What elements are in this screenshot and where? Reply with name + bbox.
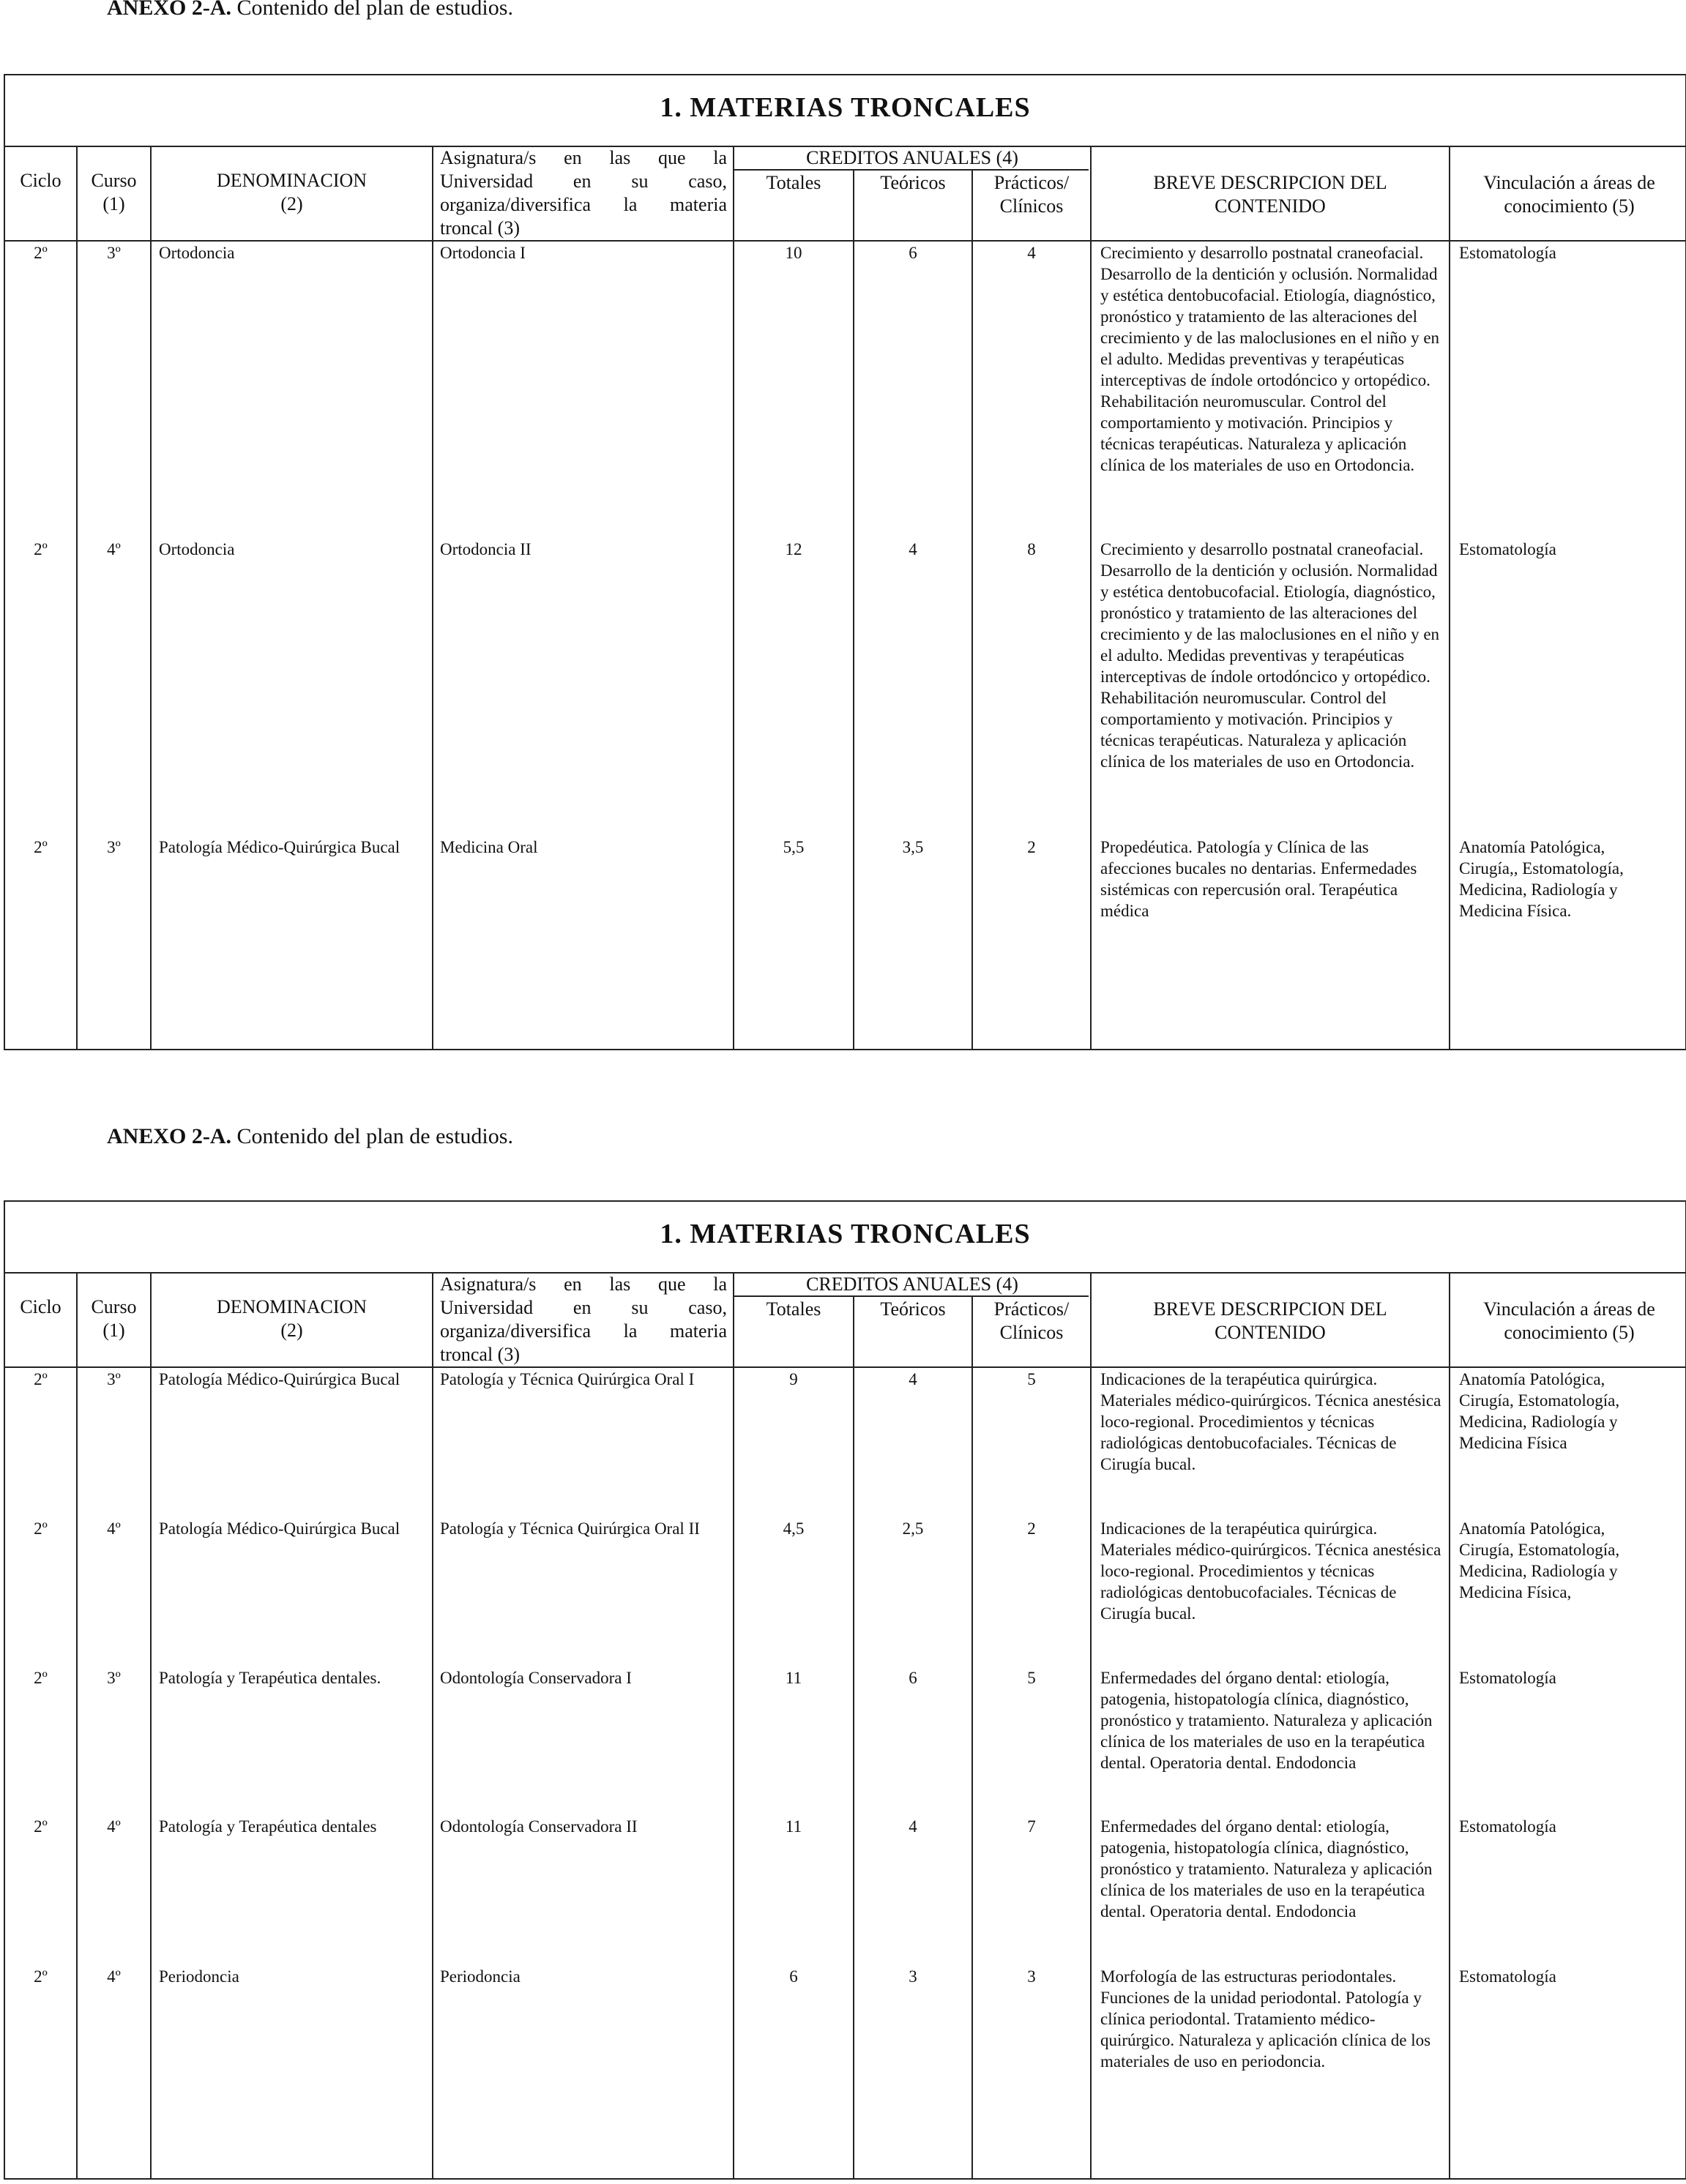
table-row-vinculacion: Estomatología (1459, 1967, 1556, 1986)
header-teoricos: Teóricos (880, 172, 946, 193)
table-row-asignatura: Ortodoncia II (440, 540, 531, 558)
table-row-practicos: 7 (1027, 1817, 1036, 1836)
table-row-denominacion: Ortodoncia (159, 540, 235, 558)
header-vinculacion-l1: Vinculación a áreas de (1483, 1298, 1655, 1320)
table-row-asignatura: Periodoncia (440, 1967, 521, 1986)
header-creditos: CREDITOS ANUALES (4) (806, 1274, 1018, 1295)
header-ciclo: Ciclo (20, 170, 61, 191)
curriculum-table (4, 1200, 1686, 2180)
table-row-vinculacion: Estomatología (1459, 1669, 1556, 1687)
table-row-totales: 10 (785, 244, 802, 262)
table-row-curso: 4º (107, 1817, 121, 1836)
header-vinculacion-l2: conocimiento (5) (1504, 195, 1635, 217)
header-teoricos: Teóricos (880, 1298, 946, 1320)
table-row-curso: 3º (107, 1370, 121, 1388)
header-breve-l1: BREVE DESCRIPCION DEL (1153, 172, 1387, 193)
annex-text: Contenido del plan de estudios. (236, 0, 513, 20)
header-asignatura-l1: Asignatura/s en las que la (440, 1274, 727, 1295)
header-totales: Totales (766, 1298, 821, 1320)
table-row-denominacion: Patología Médico-Quirúrgica Bucal (159, 838, 400, 856)
table-row-descripcion: Crecimiento y desarrollo postnatal craneofacial. Desarrollo de la dentición y oclusión. Normalidad y estética dentobucofacial. Etiología, diagnóstico, pronóstico y tratamiento de las alteraciones del crecimiento y de las maloclusiones en el niño y en el adulto. Medidas preventivas y terapéuticas interceptivas de índole ortodóncico y ortopédico. Rehabilitación neuromuscular. Control del comportamiento y motivación. Principios y técnicas terapéuticas. Naturaleza y aplicación clínica de los materiales de uso en Ortodoncia. (1100, 540, 1440, 771)
header-denominacion-l2: (2) (280, 193, 303, 214)
table-row-totales: 9 (789, 1370, 798, 1388)
header-curso-l2: (1) (102, 1320, 125, 1341)
table-row-descripcion: Enfermedades del órgano dental: etiología, patogenia, histopatología clínica, diagnóstico, pronóstico y tratamiento. Naturaleza y aplicación clínica de los materiales de uso en la terapéutica dental. Operatoria dental. Endodoncia (1100, 1669, 1433, 1772)
table-row-ciclo: 2º (34, 1669, 48, 1687)
header-curso-l2: (1) (102, 193, 125, 214)
annex-title (107, 1124, 513, 1149)
table-row-denominacion: Periodoncia (159, 1967, 239, 1986)
table-row-teoricos: 6 (909, 1669, 917, 1687)
table-row-practicos: 2 (1027, 1519, 1036, 1538)
table-row-practicos: 2 (1027, 838, 1036, 856)
table-row-curso: 3º (107, 838, 121, 856)
header-curso (78, 169, 150, 216)
header-asignatura-l4: troncal (3) (440, 1344, 521, 1365)
header-asignatura-l2: Universidad en su caso, (440, 1297, 727, 1318)
table-row-teoricos: 4 (909, 1817, 917, 1836)
table-row-asignatura: Patología y Técnica Quirúrgica Oral I (440, 1370, 695, 1388)
header-denominacion (152, 169, 432, 216)
table-row-teoricos: 4 (909, 1370, 917, 1388)
table-row-descripcion: Indicaciones de la terapéutica quirúrgica. Materiales médico-quirúrgicos. Técnica anestésica loco-regional. Procedimientos y técnicas radiológicas dentobucofaciales. Técnicas de Cirugía bucal. (1100, 1370, 1441, 1473)
table-row-descripcion: Indicaciones de la terapéutica quirúrgica. Materiales médico-quirúrgicos. Técnica anestésica loco-regional. Procedimientos y técnicas radiológicas dentobucofaciales. Técnicas de Cirugía bucal. (1100, 1519, 1441, 1623)
header-asignatura-l3: organiza/diversifica la materia (440, 1320, 727, 1342)
table-row-denominacion: Ortodoncia (159, 244, 235, 262)
header-denominacion (152, 1295, 432, 1342)
table-row-vinculacion: Anatomía Patológica, Cirugía, Estomatología, Medicina, Radiología y Medicina Física (1459, 1370, 1620, 1452)
table-row-totales: 12 (785, 540, 802, 558)
header-vinculacion (1450, 1298, 1686, 1345)
table-row-asignatura: Ortodoncia I (440, 244, 526, 262)
header-breve (1092, 171, 1449, 218)
header-ciclo: Ciclo (20, 1296, 61, 1317)
table-row-ciclo: 2º (34, 244, 48, 262)
table-row-practicos: 5 (1027, 1370, 1036, 1388)
table-row-denominacion: Patología Médico-Quirúrgica Bucal (159, 1519, 400, 1538)
header-denominacion-l1: DENOMINACION (216, 170, 368, 191)
table-row-denominacion: Patología y Terapéutica dentales (159, 1817, 377, 1836)
table-row-asignatura: Odontología Conservadora I (440, 1669, 632, 1687)
header-breve (1092, 1298, 1449, 1345)
header-curso (78, 1295, 150, 1342)
table-row-vinculacion: Estomatología (1459, 540, 1556, 558)
table-row-teoricos: 2,5 (902, 1519, 924, 1538)
annex-title (107, 0, 513, 20)
table-row-vinculacion: Estomatología (1459, 1817, 1556, 1836)
header-vinculacion-l1: Vinculación a áreas de (1483, 172, 1655, 193)
table-row-practicos: 4 (1027, 244, 1036, 262)
section-title: 1. MATERIAS TRONCALES (660, 1219, 1031, 1249)
table-row-denominacion: Patología y Terapéutica dentales. (159, 1669, 381, 1687)
table-row-ciclo: 2º (34, 1519, 48, 1538)
header-asignatura (440, 1273, 727, 1366)
table-row-practicos: 3 (1027, 1967, 1036, 1986)
table-row-curso: 4º (107, 540, 121, 558)
table-row-totales: 4,5 (783, 1519, 805, 1538)
table-row-totales: 5,5 (783, 838, 805, 856)
header-denominacion-l2: (2) (280, 1320, 303, 1341)
header-practicos-l1: Prácticos/ (993, 1298, 1070, 1320)
table-row-curso: 3º (107, 244, 121, 262)
annex-label: ANEXO 2-A. (107, 0, 231, 20)
table-row-curso: 3º (107, 1669, 121, 1687)
annex-label: ANEXO 2-A. (107, 1124, 231, 1148)
table-row-curso: 4º (107, 1967, 121, 1986)
table-row-vinculacion: Estomatología (1459, 244, 1556, 262)
table-row-practicos: 8 (1027, 540, 1036, 558)
table-row-ciclo: 2º (34, 1370, 48, 1388)
header-asignatura-l3: organiza/diversifica la materia (440, 194, 727, 215)
table-row-ciclo: 2º (34, 838, 48, 856)
table-row-teoricos: 4 (909, 540, 917, 558)
header-asignatura (440, 146, 727, 240)
header-curso-l1: Curso (91, 1296, 137, 1317)
table-row-totales: 11 (785, 1669, 802, 1687)
header-asignatura-l4: troncal (3) (440, 217, 521, 239)
header-totales: Totales (766, 172, 821, 193)
header-practicos (973, 1298, 1090, 1345)
table-row-denominacion: Patología Médico-Quirúrgica Bucal (159, 1370, 400, 1388)
table-row-totales: 11 (785, 1817, 802, 1836)
header-asignatura-l1: Asignatura/s en las que la (440, 147, 727, 168)
header-asignatura-l2: Universidad en su caso, (440, 171, 727, 192)
table-row-ciclo: 2º (34, 1967, 48, 1986)
curriculum-table (4, 74, 1686, 1050)
table-row-asignatura: Odontología Conservadora II (440, 1817, 638, 1836)
table-row-descripcion: Morfología de las estructuras periodontales. Funciones de la unidad periodontal. Patología y clínica periodontal. Tratamiento médico-quirúrgico. Naturaleza y aplicación clínica de los materiales de uso en periodoncia. (1100, 1967, 1431, 2071)
header-creditos: CREDITOS ANUALES (4) (806, 147, 1018, 168)
table-row-asignatura: Patología y Técnica Quirúrgica Oral II (440, 1519, 700, 1538)
section-title: 1. MATERIAS TRONCALES (660, 92, 1031, 123)
table-row-teoricos: 3,5 (902, 838, 924, 856)
table-row-descripcion: Crecimiento y desarrollo postnatal craneofacial. Desarrollo de la dentición y oclusión. Normalidad y estética dentobucofacial. Etiología, diagnóstico, pronóstico y tratamiento de las alteraciones del crecimiento y de las maloclusiones en el niño y en el adulto. Medidas preventivas y terapéuticas interceptivas de índole ortodóncico y ortopédico. Rehabilitación neuromuscular. Control del comportamiento y motivación. Principios y técnicas terapéuticas. Naturaleza y aplicación clínica de los materiales de uso en Ortodoncia. (1100, 244, 1440, 474)
header-breve-l1: BREVE DESCRIPCION DEL (1153, 1298, 1387, 1320)
table-row-asignatura: Medicina Oral (440, 838, 538, 856)
table-row-ciclo: 2º (34, 540, 48, 558)
table-row-teoricos: 3 (909, 1967, 917, 1986)
header-denominacion-l1: DENOMINACION (216, 1296, 368, 1317)
header-vinculacion-l2: conocimiento (5) (1504, 1322, 1635, 1343)
table-row-ciclo: 2º (34, 1817, 48, 1836)
header-breve-l2: CONTENIDO (1215, 1322, 1326, 1343)
table-row-curso: 4º (107, 1519, 121, 1538)
header-curso-l1: Curso (91, 170, 137, 191)
header-breve-l2: CONTENIDO (1215, 195, 1326, 217)
table-row-descripcion: Enfermedades del órgano dental: etiología, patogenia, histopatología clínica, diagnóstico, pronóstico y tratamiento. Naturaleza y aplicación clínica de los materiales de uso en la terapéutica dental. Operatoria dental. Endodoncia (1100, 1817, 1433, 1921)
table-row-totales: 6 (789, 1967, 798, 1986)
header-practicos (973, 171, 1090, 218)
table-row-practicos: 5 (1027, 1669, 1036, 1687)
annex-text: Contenido del plan de estudios. (236, 1124, 513, 1148)
header-practicos-l2: Clínicos (999, 1322, 1064, 1343)
table-row-teoricos: 6 (909, 244, 917, 262)
table-row-descripcion: Propedéutica. Patología y Clínica de las afecciones bucales no dentarias. Enfermedades sistémicas con repercusión oral. Terapéutica médica (1100, 838, 1417, 920)
header-practicos-l1: Prácticos/ (993, 172, 1070, 193)
table-row-vinculacion: Anatomía Patológica, Cirugía,, Estomatología, Medicina, Radiología y Medicina Física. (1459, 838, 1624, 920)
header-vinculacion (1450, 171, 1686, 218)
header-practicos-l2: Clínicos (999, 195, 1064, 217)
table-row-vinculacion: Anatomía Patológica, Cirugía, Estomatología, Medicina, Radiología y Medicina Física, (1459, 1519, 1620, 1601)
